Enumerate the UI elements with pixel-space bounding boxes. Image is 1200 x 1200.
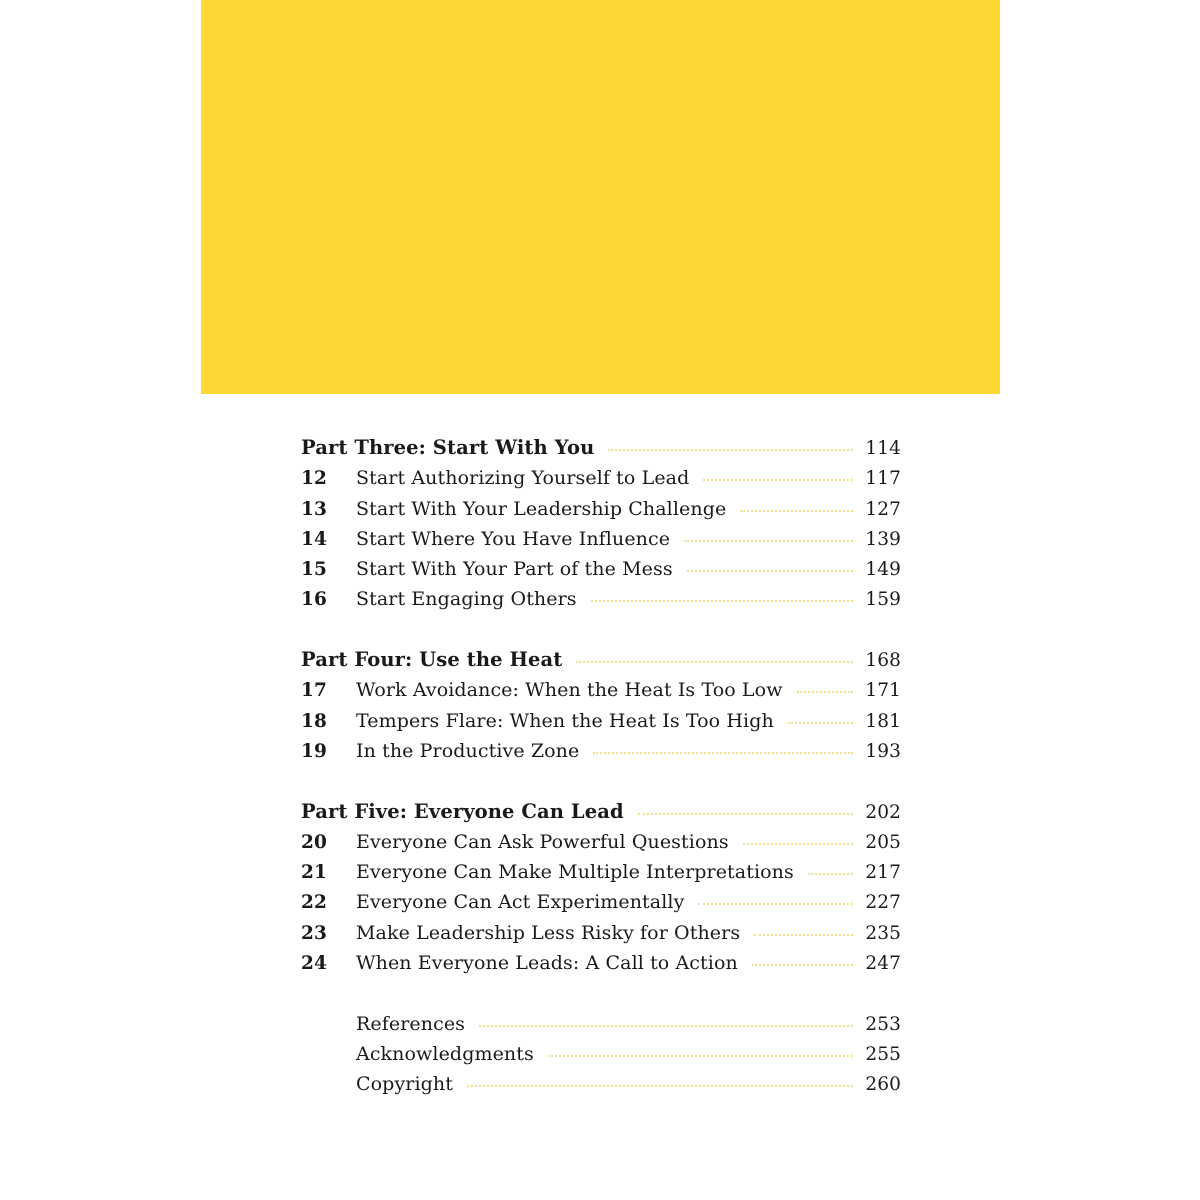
dot-leader: [593, 742, 853, 754]
toc-back-matter-row[interactable]: [301, 1009, 901, 1039]
toc-chapter-row[interactable]: [301, 675, 901, 705]
toc-part-heading[interactable]: [301, 645, 901, 675]
page-number: 260: [865, 1074, 901, 1096]
chapter-number: 22: [301, 892, 327, 914]
dot-leader: [467, 1075, 853, 1087]
toc-chapter-row[interactable]: [301, 584, 901, 614]
page-number: 247: [865, 953, 901, 975]
yellow-header-band: [201, 0, 1000, 394]
table-of-contents: [301, 433, 901, 1100]
dot-leader: [638, 803, 853, 815]
page-number: 181: [865, 710, 901, 732]
page-number: 159: [865, 589, 901, 611]
toc-chapter-row[interactable]: [301, 463, 901, 493]
chapter-title: Start Authorizing Yourself to Lead: [356, 467, 690, 490]
chapter-number: 21: [301, 862, 327, 884]
page-number: 217: [865, 862, 901, 884]
dot-leader: [698, 893, 853, 905]
chapter-title: Work Avoidance: When the Heat Is Too Low: [356, 679, 783, 702]
chapter-title: Start With Your Leadership Challenge: [356, 497, 727, 520]
section-spacer: [301, 978, 901, 1008]
chapter-number: 13: [301, 498, 327, 520]
page-number: 149: [865, 559, 901, 581]
page-number: 255: [865, 1043, 901, 1065]
chapter-title: Everyone Can Ask Powerful Questions: [356, 830, 729, 853]
back-matter-title: References: [356, 1012, 466, 1035]
chapter-title: Everyone Can Act Experimentally: [356, 891, 685, 914]
dot-leader: [752, 954, 853, 966]
toc-back-matter-row[interactable]: [301, 1039, 901, 1069]
section-spacer: [301, 615, 901, 645]
page-number: 171: [865, 680, 901, 702]
toc-chapter-row[interactable]: [301, 887, 901, 917]
page-number: 253: [865, 1013, 901, 1035]
chapter-number: 14: [301, 528, 327, 550]
page-number: 117: [865, 468, 901, 490]
chapter-number: 15: [301, 559, 327, 581]
page-number: 193: [865, 740, 901, 762]
chapter-title: Everyone Can Make Multiple Interpretations: [356, 861, 794, 884]
dot-leader: [740, 500, 853, 512]
chapter-number: 19: [301, 740, 327, 762]
toc-part-heading[interactable]: [301, 433, 901, 463]
back-matter-title: Acknowledgments: [356, 1042, 534, 1065]
dot-leader: [754, 924, 853, 936]
toc-chapter-row[interactable]: [301, 857, 901, 887]
toc-chapter-row[interactable]: [301, 706, 901, 736]
toc-chapter-row[interactable]: [301, 554, 901, 584]
toc-chapter-row[interactable]: [301, 948, 901, 978]
chapter-title: Start With Your Part of the Mess: [356, 558, 673, 581]
dot-leader: [548, 1045, 853, 1057]
dot-leader: [703, 469, 853, 481]
dot-leader: [576, 651, 853, 663]
toc-chapter-row[interactable]: [301, 524, 901, 554]
book-page: [201, 0, 1000, 1200]
page-number: 202: [865, 801, 901, 823]
chapter-title: In the Productive Zone: [356, 739, 580, 762]
chapter-number: 24: [301, 953, 327, 975]
toc-back-matter-row[interactable]: [301, 1069, 901, 1099]
page-number: 168: [865, 650, 901, 672]
page-number: 227: [865, 892, 901, 914]
dot-leader: [591, 590, 853, 602]
dot-leader: [608, 439, 853, 451]
chapter-number: 18: [301, 710, 327, 732]
dot-leader: [808, 863, 853, 875]
chapter-number: 12: [301, 468, 327, 490]
page-number: 205: [865, 831, 901, 853]
page-number: 127: [865, 498, 901, 520]
part-title: Part Four: Use the Heat: [301, 648, 563, 672]
chapter-number: 23: [301, 922, 327, 944]
chapter-number: 17: [301, 680, 327, 702]
dot-leader: [479, 1015, 853, 1027]
page-number: 235: [865, 922, 901, 944]
chapter-number: 16: [301, 589, 327, 611]
part-title: Part Five: Everyone Can Lead: [301, 799, 624, 823]
dot-leader: [788, 712, 853, 724]
part-title: Part Three: Start With You: [301, 436, 595, 459]
toc-chapter-row[interactable]: [301, 736, 901, 766]
dot-leader: [687, 560, 853, 572]
toc-chapter-row[interactable]: [301, 918, 901, 948]
chapter-number: 20: [301, 831, 327, 853]
dot-leader: [684, 530, 853, 542]
chapter-title: When Everyone Leads: A Call to Action: [356, 952, 738, 975]
chapter-title: Tempers Flare: When the Heat Is Too High: [356, 709, 774, 732]
section-spacer: [301, 766, 901, 796]
dot-leader: [743, 833, 853, 845]
chapter-title: Start Where You Have Influence: [356, 527, 671, 550]
back-matter-title: Copyright: [356, 1073, 453, 1096]
toc-chapter-row[interactable]: [301, 494, 901, 524]
page-number: 139: [865, 528, 901, 550]
chapter-title: Make Leadership Less Risky for Others: [356, 921, 741, 944]
toc-part-heading[interactable]: [301, 797, 901, 827]
toc-chapter-row[interactable]: [301, 827, 901, 857]
dot-leader: [797, 681, 853, 693]
chapter-title: Start Engaging Others: [356, 588, 577, 611]
page-number: 114: [865, 438, 901, 459]
